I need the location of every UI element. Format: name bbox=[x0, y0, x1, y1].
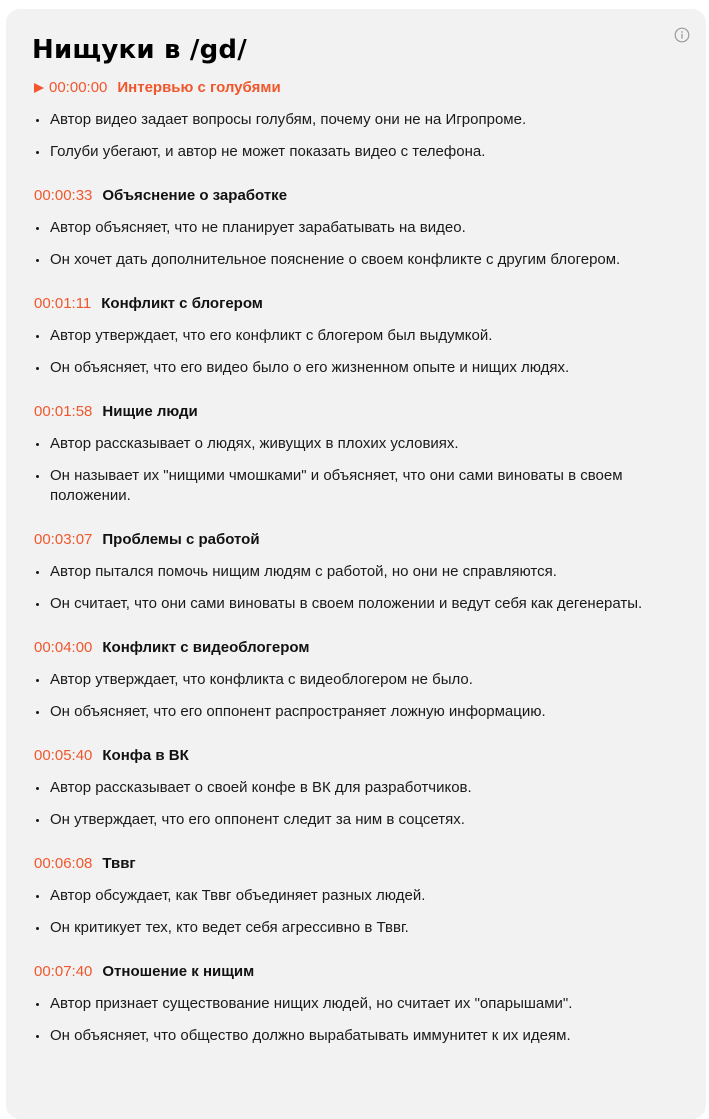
timecode-section bbox=[34, 530, 678, 614]
section-points bbox=[34, 218, 678, 270]
play-icon bbox=[34, 83, 44, 93]
timecode-section bbox=[34, 962, 678, 1046]
section-points bbox=[34, 110, 678, 162]
summary-card bbox=[6, 9, 706, 1119]
section-points bbox=[34, 434, 678, 506]
summary-point: Он считает, что они сами виноваты в своем положении и ведут себя как дегенераты. bbox=[34, 594, 678, 614]
section-points bbox=[34, 562, 678, 614]
section-header bbox=[34, 746, 678, 766]
section-title: Интервью с голубями bbox=[117, 79, 281, 96]
summary-point: Он хочет дать дополнительное пояснение о своем конфликте с другим блогером. bbox=[34, 250, 678, 270]
summary-point: Он называет их "нищими чмошками" и объясняет, что они сами виноваты в своем положении. bbox=[34, 466, 678, 506]
timecode-sections bbox=[34, 78, 678, 1046]
section-points bbox=[34, 670, 678, 722]
summary-point: Автор рассказывает о своей конфе в ВК для разработчиков. bbox=[34, 778, 678, 798]
section-title: Тввг bbox=[102, 855, 136, 872]
timecode-section bbox=[34, 746, 678, 830]
info-circle-icon[interactable] bbox=[674, 27, 690, 43]
timecode-link[interactable]: 00:01:11 bbox=[34, 295, 92, 312]
timecode-section bbox=[34, 854, 678, 938]
section-header bbox=[34, 78, 678, 98]
summary-point: Он объясняет, что общество должно вырабатывать иммунитет к их идеям. bbox=[34, 1026, 678, 1046]
summary-point: Автор видео задает вопросы голубям, почему они не на Игропроме. bbox=[34, 110, 678, 130]
timecode-section bbox=[34, 402, 678, 506]
summary-point: Автор утверждает, что его конфликт с блогером был выдумкой. bbox=[34, 326, 678, 346]
section-title: Отношение к нищим bbox=[102, 963, 255, 980]
summary-point: Автор пытался помочь нищим людям с работой, но они не справляются. bbox=[34, 562, 678, 582]
section-header bbox=[34, 186, 678, 206]
timecode-section bbox=[34, 294, 678, 378]
summary-point: Автор объясняет, что не планирует зарабатывать на видео. bbox=[34, 218, 678, 238]
summary-point: Автор утверждает, что конфликта с видеоблогером не было. bbox=[34, 670, 678, 690]
section-header bbox=[34, 638, 678, 658]
section-title: Нищие люди bbox=[102, 403, 198, 420]
section-header bbox=[34, 962, 678, 982]
section-points bbox=[34, 778, 678, 830]
section-title: Конфа в ВК bbox=[102, 747, 189, 764]
section-points bbox=[34, 326, 678, 378]
timecode-section bbox=[34, 186, 678, 270]
section-points bbox=[34, 994, 678, 1046]
timecode-link[interactable]: 00:07:40 bbox=[34, 963, 93, 980]
summary-point: Автор обсуждает, как Тввг объединяет разных людей. bbox=[34, 886, 678, 906]
timecode-section bbox=[34, 78, 678, 162]
summary-point: Голуби убегают, и автор не может показать видео с телефона. bbox=[34, 142, 678, 162]
summary-point: Автор признает существование нищих людей, но считает их "опарышами". bbox=[34, 994, 678, 1014]
section-title: Конфликт с блогером bbox=[101, 295, 263, 312]
summary-point: Он объясняет, что его оппонент распространяет ложную информацию. bbox=[34, 702, 678, 722]
section-title: Объяснение о заработке bbox=[102, 187, 288, 204]
timecode-link[interactable]: 00:06:08 bbox=[34, 855, 93, 872]
timecode-section bbox=[34, 638, 678, 722]
timecode-link[interactable]: 00:05:40 bbox=[34, 747, 93, 764]
summary-point: Он критикует тех, кто ведет себя агрессивно в Тввг. bbox=[34, 918, 678, 938]
timecode-link[interactable]: 00:00:00 bbox=[49, 79, 108, 96]
section-points bbox=[34, 886, 678, 938]
summary-point: Автор рассказывает о людях, живущих в плохих условиях. bbox=[34, 434, 678, 454]
page-title: Нищуки в /gd/ bbox=[32, 35, 247, 65]
section-title: Конфликт с видеоблогером bbox=[102, 639, 310, 656]
section-header bbox=[34, 402, 678, 422]
section-header bbox=[34, 854, 678, 874]
timecode-link[interactable]: 00:00:33 bbox=[34, 187, 93, 204]
summary-point: Он утверждает, что его оппонент следит за ним в соцсетях. bbox=[34, 810, 678, 830]
section-header bbox=[34, 294, 678, 314]
summary-point: Он объясняет, что его видео было о его жизненном опыте и нищих людях. bbox=[34, 358, 678, 378]
section-header bbox=[34, 530, 678, 550]
timecode-link[interactable]: 00:04:00 bbox=[34, 639, 93, 656]
timecode-link[interactable]: 00:03:07 bbox=[34, 531, 93, 548]
section-title: Проблемы с работой bbox=[102, 531, 260, 548]
timecode-link[interactable]: 00:01:58 bbox=[34, 403, 93, 420]
